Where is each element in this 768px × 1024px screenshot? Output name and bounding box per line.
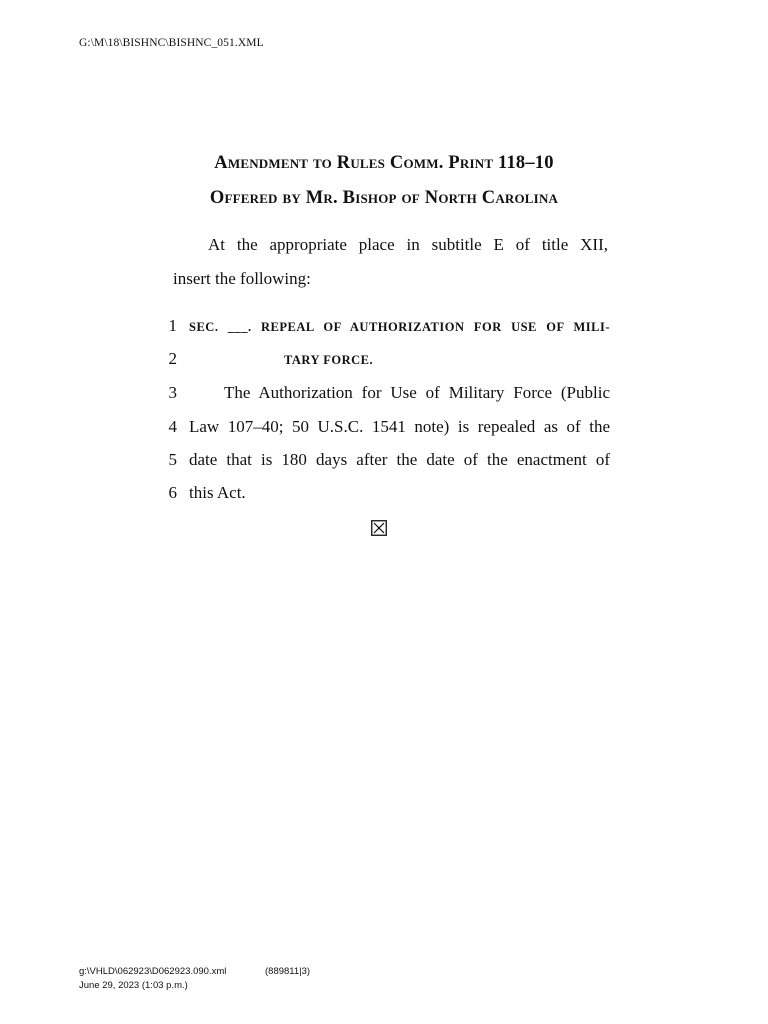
footer-path-line — [79, 966, 311, 977]
line-number: 4 — [168, 417, 177, 436]
footer-path: g:\VHLD\062923\D062923.090.xml — [79, 966, 227, 977]
bill-line — [0, 450, 768, 480]
section-heading: SEC. ___. REPEAL OF AUTHORIZATION FOR USE OF MILI- — [189, 320, 610, 334]
instruction-line-1: At the appropriate place in subtitle E of title XII, — [208, 235, 608, 254]
line-text: Law 107–40; 50 U.S.C. 1541 note) is repealed as of the — [189, 417, 610, 436]
amendment-title-line-1: Amendment to Rules Comm. Print 118–10 — [214, 153, 554, 173]
bill-line — [0, 417, 768, 447]
amendment-title-line-2: Offered by Mr. Bishop of North Carolina — [209, 188, 559, 208]
line-text: this Act. — [189, 483, 246, 502]
line-number: 5 — [168, 450, 177, 469]
section-heading-continued: TARY FORCE. — [284, 353, 374, 367]
bill-line — [0, 349, 768, 379]
line-text: The Authorization for Use of Military Force (Public — [224, 383, 610, 402]
line-number: 2 — [168, 349, 177, 368]
footer-date: June 29, 2023 (1:03 p.m.) — [79, 980, 188, 991]
line-number: 6 — [168, 483, 177, 502]
line-number: 1 — [168, 316, 177, 335]
bill-line — [0, 383, 768, 413]
bill-line — [0, 316, 768, 346]
instruction-line-2: insert the following: — [173, 269, 311, 288]
footer-code: (889811|3) — [265, 966, 311, 977]
file-path: G:\M\18\BISHNC\BISHNC_051.XML — [79, 37, 264, 49]
end-of-amendment-mark — [371, 520, 387, 536]
bill-line — [0, 483, 768, 513]
line-text: date that is 180 days after the date of the enactment of — [189, 450, 610, 469]
line-number: 3 — [168, 383, 177, 402]
